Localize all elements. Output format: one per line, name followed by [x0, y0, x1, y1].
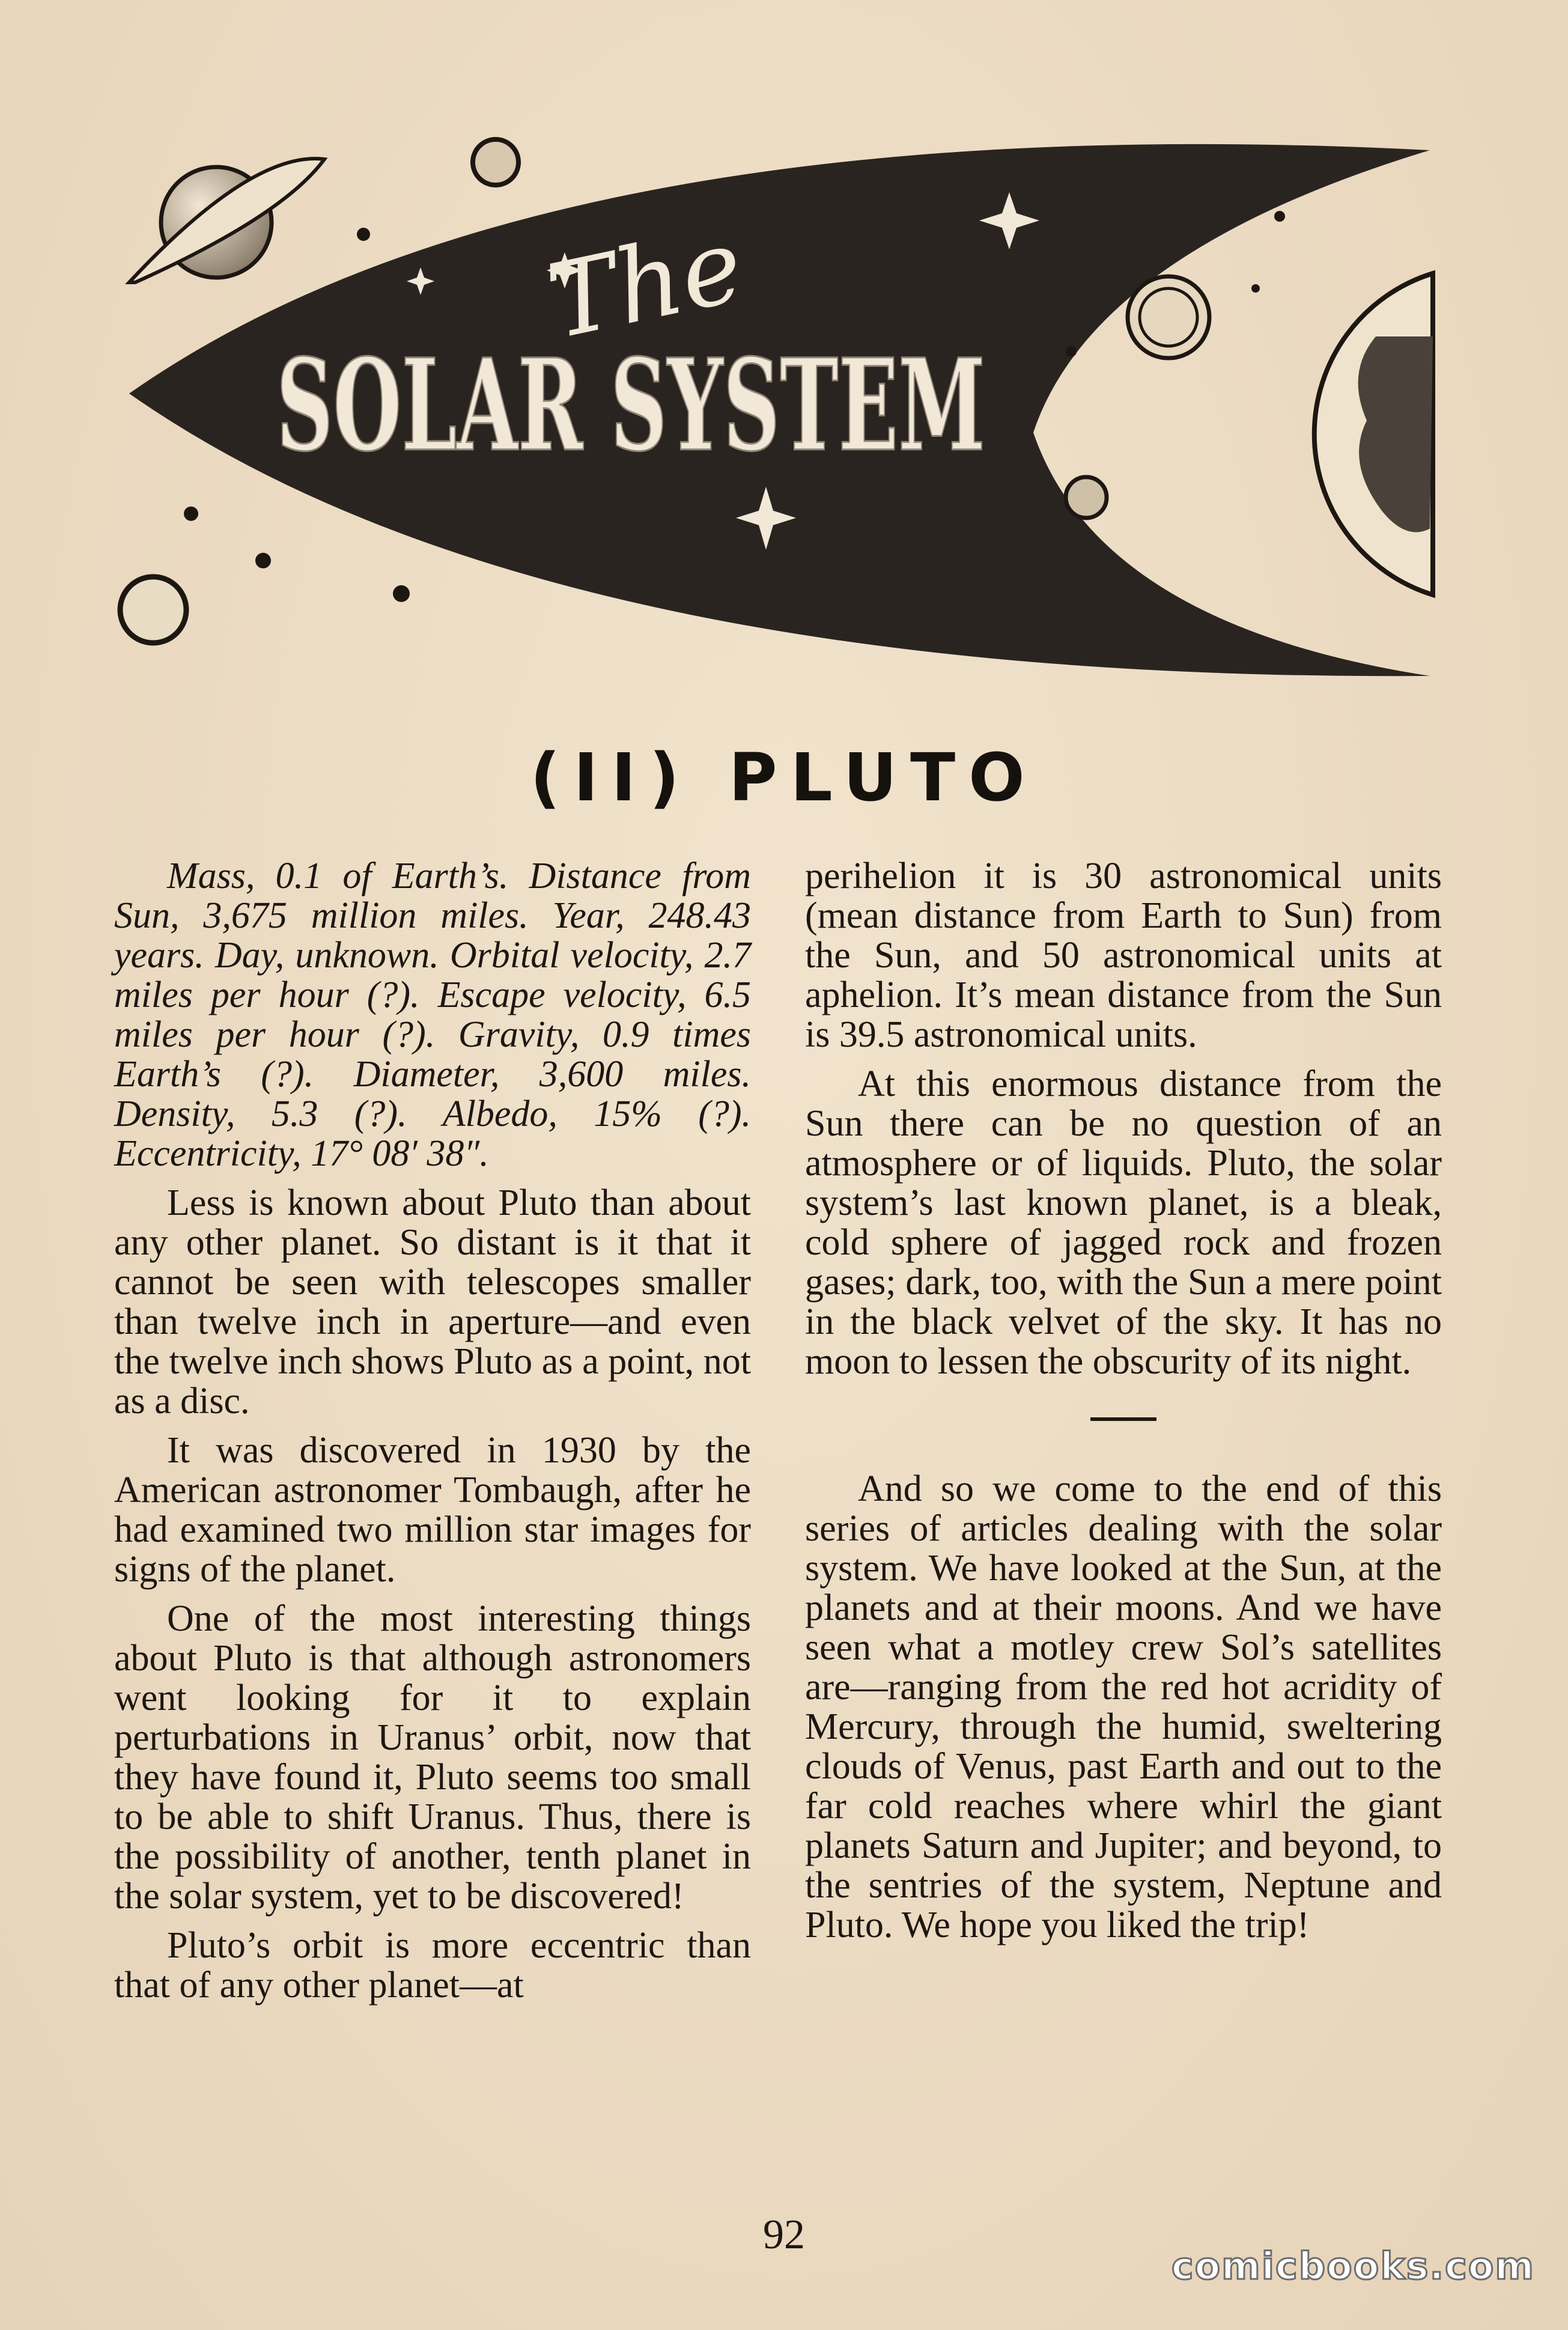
title-main: SOLAR SYSTEM [276, 331, 985, 479]
section-divider [1090, 1417, 1156, 1421]
small-planet-icon [120, 577, 186, 643]
body-paragraph: Pluto’s orbit is more eccentric than that of any other planet—at [114, 1925, 751, 2006]
page-number: 92 [763, 2212, 805, 2258]
body-paragraph: At this enormous distance from the Sun there can be no question of an atmosphere or of liquids. Pluto, the solar system’s last known planet, is a bleak, cold sphere of jagged rock and frozen gases; dark, too, with the Sun a mere point in the black velvet of the sky. It has no moon to lessen the obscurity of its night. [805, 1063, 1442, 1382]
title-script: The [538, 205, 753, 363]
body-paragraph: One of the most interesting things about Pluto is that although astronomers went looking for it to explain perturbations in Uranus’ orbit, now that they have found it, Pluto seems too small to be able to shift Uranus. Thus, there is the possibility of another, tenth planet in the solar system, yet to be discovered! [114, 1598, 751, 1917]
small-planet-icon [1128, 276, 1209, 358]
right-column [805, 856, 1442, 1954]
ringed-planet-icon [129, 159, 324, 282]
left-column [114, 856, 751, 2015]
body-paragraph: perihelion it is 30 astronomical units (mean distance from Earth to Sun) from the Sun, and 50 astronomical units at aphelion. It’s mean distance from the Sun is 39.5 astronomical units. [805, 856, 1442, 1055]
body-paragraph: And so we come to the end of this series of articles dealing with the solar system. We have looked at the Sun, at the planets and at their moons. And we have seen what a motley crew Sol’s satellites are—ranging from the red hot acridity of Mercury, through the humid, sweltering clouds of Venus, past Earth and out to the far cold reaches where whirl the giant planets Saturn and Jupiter; and beyond, to the sentries of the system, Neptune and Pluto. We hope you liked the trip! [805, 1468, 1442, 1945]
site-watermark: comicbooks.com [1171, 2244, 1535, 2288]
large-planet-icon [1314, 273, 1433, 595]
body-paragraph: Less is known about Pluto than about any other planet. So distant is it that it cannot be seen with telescopes smaller than twelve inch in aperture—and even the twelve inch shows Pluto as a point, not as a disc. [114, 1182, 751, 1422]
body-paragraph: It was discovered in 1930 by the American astronomer Tombaugh, after he had examined two million star images for signs of the planet. [114, 1430, 751, 1590]
planet-stats-paragraph: Mass, 0.1 of Earth’s. Distance from Sun, 3,675 million miles. Year, 248.43 years. Day, unknown. Orbital velocity, 2.7 miles per hour (?). Escape velocity, 6.5 miles per hour (?). Gravity, 0.9 times Earth’s (?). Diameter, 3,600 miles. Density, 5.3 (?). Albedo, 15% (?). Eccentricity, 17° 08′ 38″. [114, 856, 751, 1174]
header-illustration [0, 0, 1568, 721]
article-heading: (II) PLUTO [530, 739, 1038, 816]
small-planet-icon [473, 139, 518, 185]
small-planet-icon [1066, 477, 1107, 518]
